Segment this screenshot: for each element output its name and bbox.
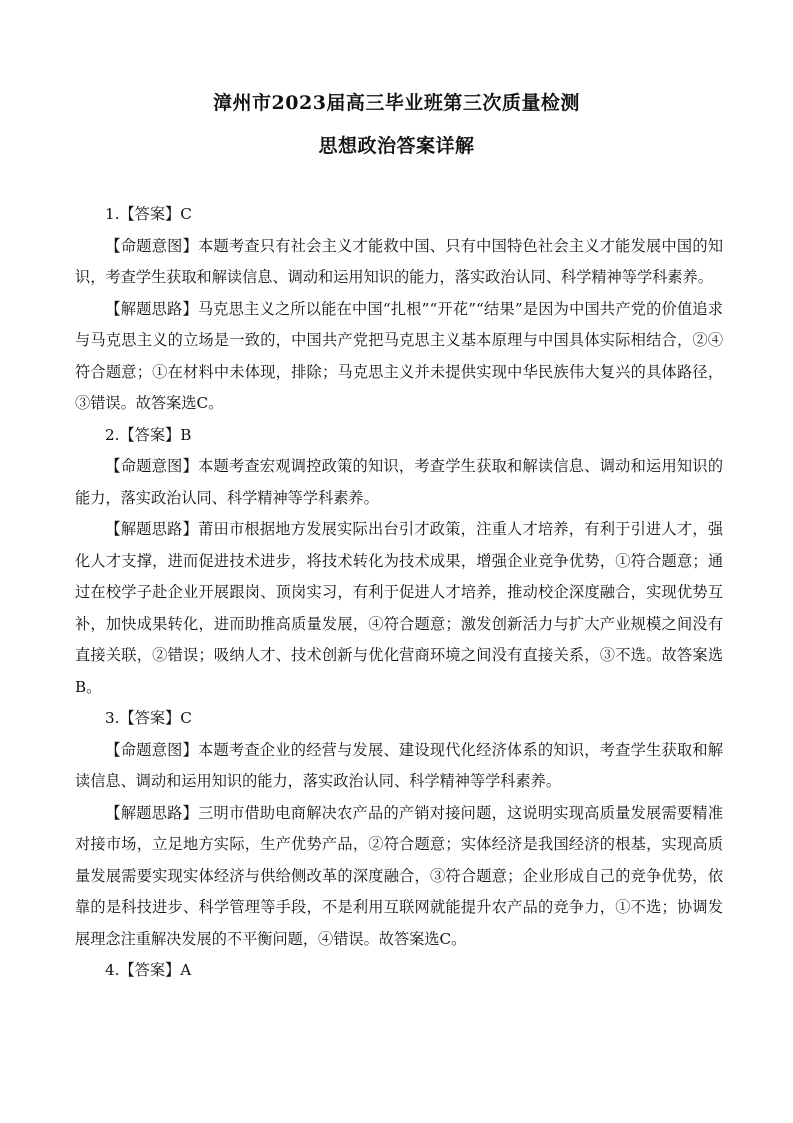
document-subtitle: 思想政治答案详解 [318,135,475,157]
intent-tag-q2: 【命题意图】 [105,457,199,475]
intent-paragraph-q2 [75,451,723,514]
answer-line-q3: 3.【答案】C [105,709,192,727]
answer-line-q4: 4.【答案】A [105,961,192,979]
analysis-text-q1: 马克思主义之所以能在中国“扎根”“开花”“结果”是因为中国共产党的价值追求与马克思主义的立场是一致的，中国共产党把马克思主义基本原理与中国具体实际相结合，②④符合题意；①在材料中未体现，排除；马克思主义并未提供实现中华民族伟大复兴的具体路径，③错误。故答案选C。 [75,299,724,412]
intent-tag-q1: 【命题意图】 [105,236,199,255]
analysis-tag-q1: 【解题思路】 [105,299,198,318]
analysis-tag-q3: 【解题思路】 [105,803,199,822]
analysis-text-q2: 莆田市根据地方发展实际出台引才政策，注重人才培养，有利于引进人才，强化人才支撑，进而促进技术进步，将技术转化为技术成果，增强企业竞争优势，①符合题意；通过在校学子赴企业开展跟岗、顶岗实习，有利于促进人才培养，推动校企深度融合，实现优势互补，加快成果转化，进而助推高质量发展，④符合题意；激发创新活力与扩大产业规模之间没有直接关联，②错误；吸纳人才、技术创新与优化营商环境之间没有直接关系，③不选。故答案选B。 [75,520,724,696]
intent-text-q1: 本题考查只有社会主义才能救中国、只有中国特色社会主义才能发展中国的知识，考查学生获取和解读信息、调动和运用知识的能力，落实政治认同、科学精神等学科素养。 [75,236,724,286]
answer-content [75,199,723,987]
intent-text-q2: 本题考查宏观调控政策的知识，考查学生获取和解读信息、调动和运用知识的能力，落实政治认同、科学精神等学科素养。 [75,457,724,507]
analysis-text-q3: 三明市借助电商解决农产品的产销对接问题，这说明实现高质量发展需要精准对接市场，立足地方实际，生产优势产品，②符合题意；实体经济是我国经济的根基，实现高质量发展需要实现实体经济与供给侧改革的深度融合，③符合题意；企业形成自己的竞争优势，依靠的是科技进步、科学管理等手段，不是利用互联网就能提升农产品的竞争力，①不选；协调发展理念注重解决发展的不平衡问题，④错误。故答案选C。 [75,803,724,948]
analysis-paragraph-q3 [75,798,723,956]
answer-line-q2: 2.【答案】B [105,425,192,444]
answer-line-q1: 1.【答案】C [105,205,192,223]
intent-paragraph-q1 [75,231,723,294]
intent-text-q3: 本题考查企业的经营与发展、建设现代化经济体系的知识，考查学生获取和解读信息、调动和运用知识的能力，落实政治认同、科学精神等学科素养。 [75,740,724,790]
analysis-paragraph-q1 [75,294,723,420]
intent-tag-q3: 【命题意图】 [105,740,199,759]
analysis-tag-q2: 【解题思路】 [105,520,199,538]
analysis-paragraph-q2 [75,514,723,703]
document-title: 漳州市2023届高三毕业班第三次质量检测 [213,92,580,114]
intent-paragraph-q3 [75,735,723,798]
